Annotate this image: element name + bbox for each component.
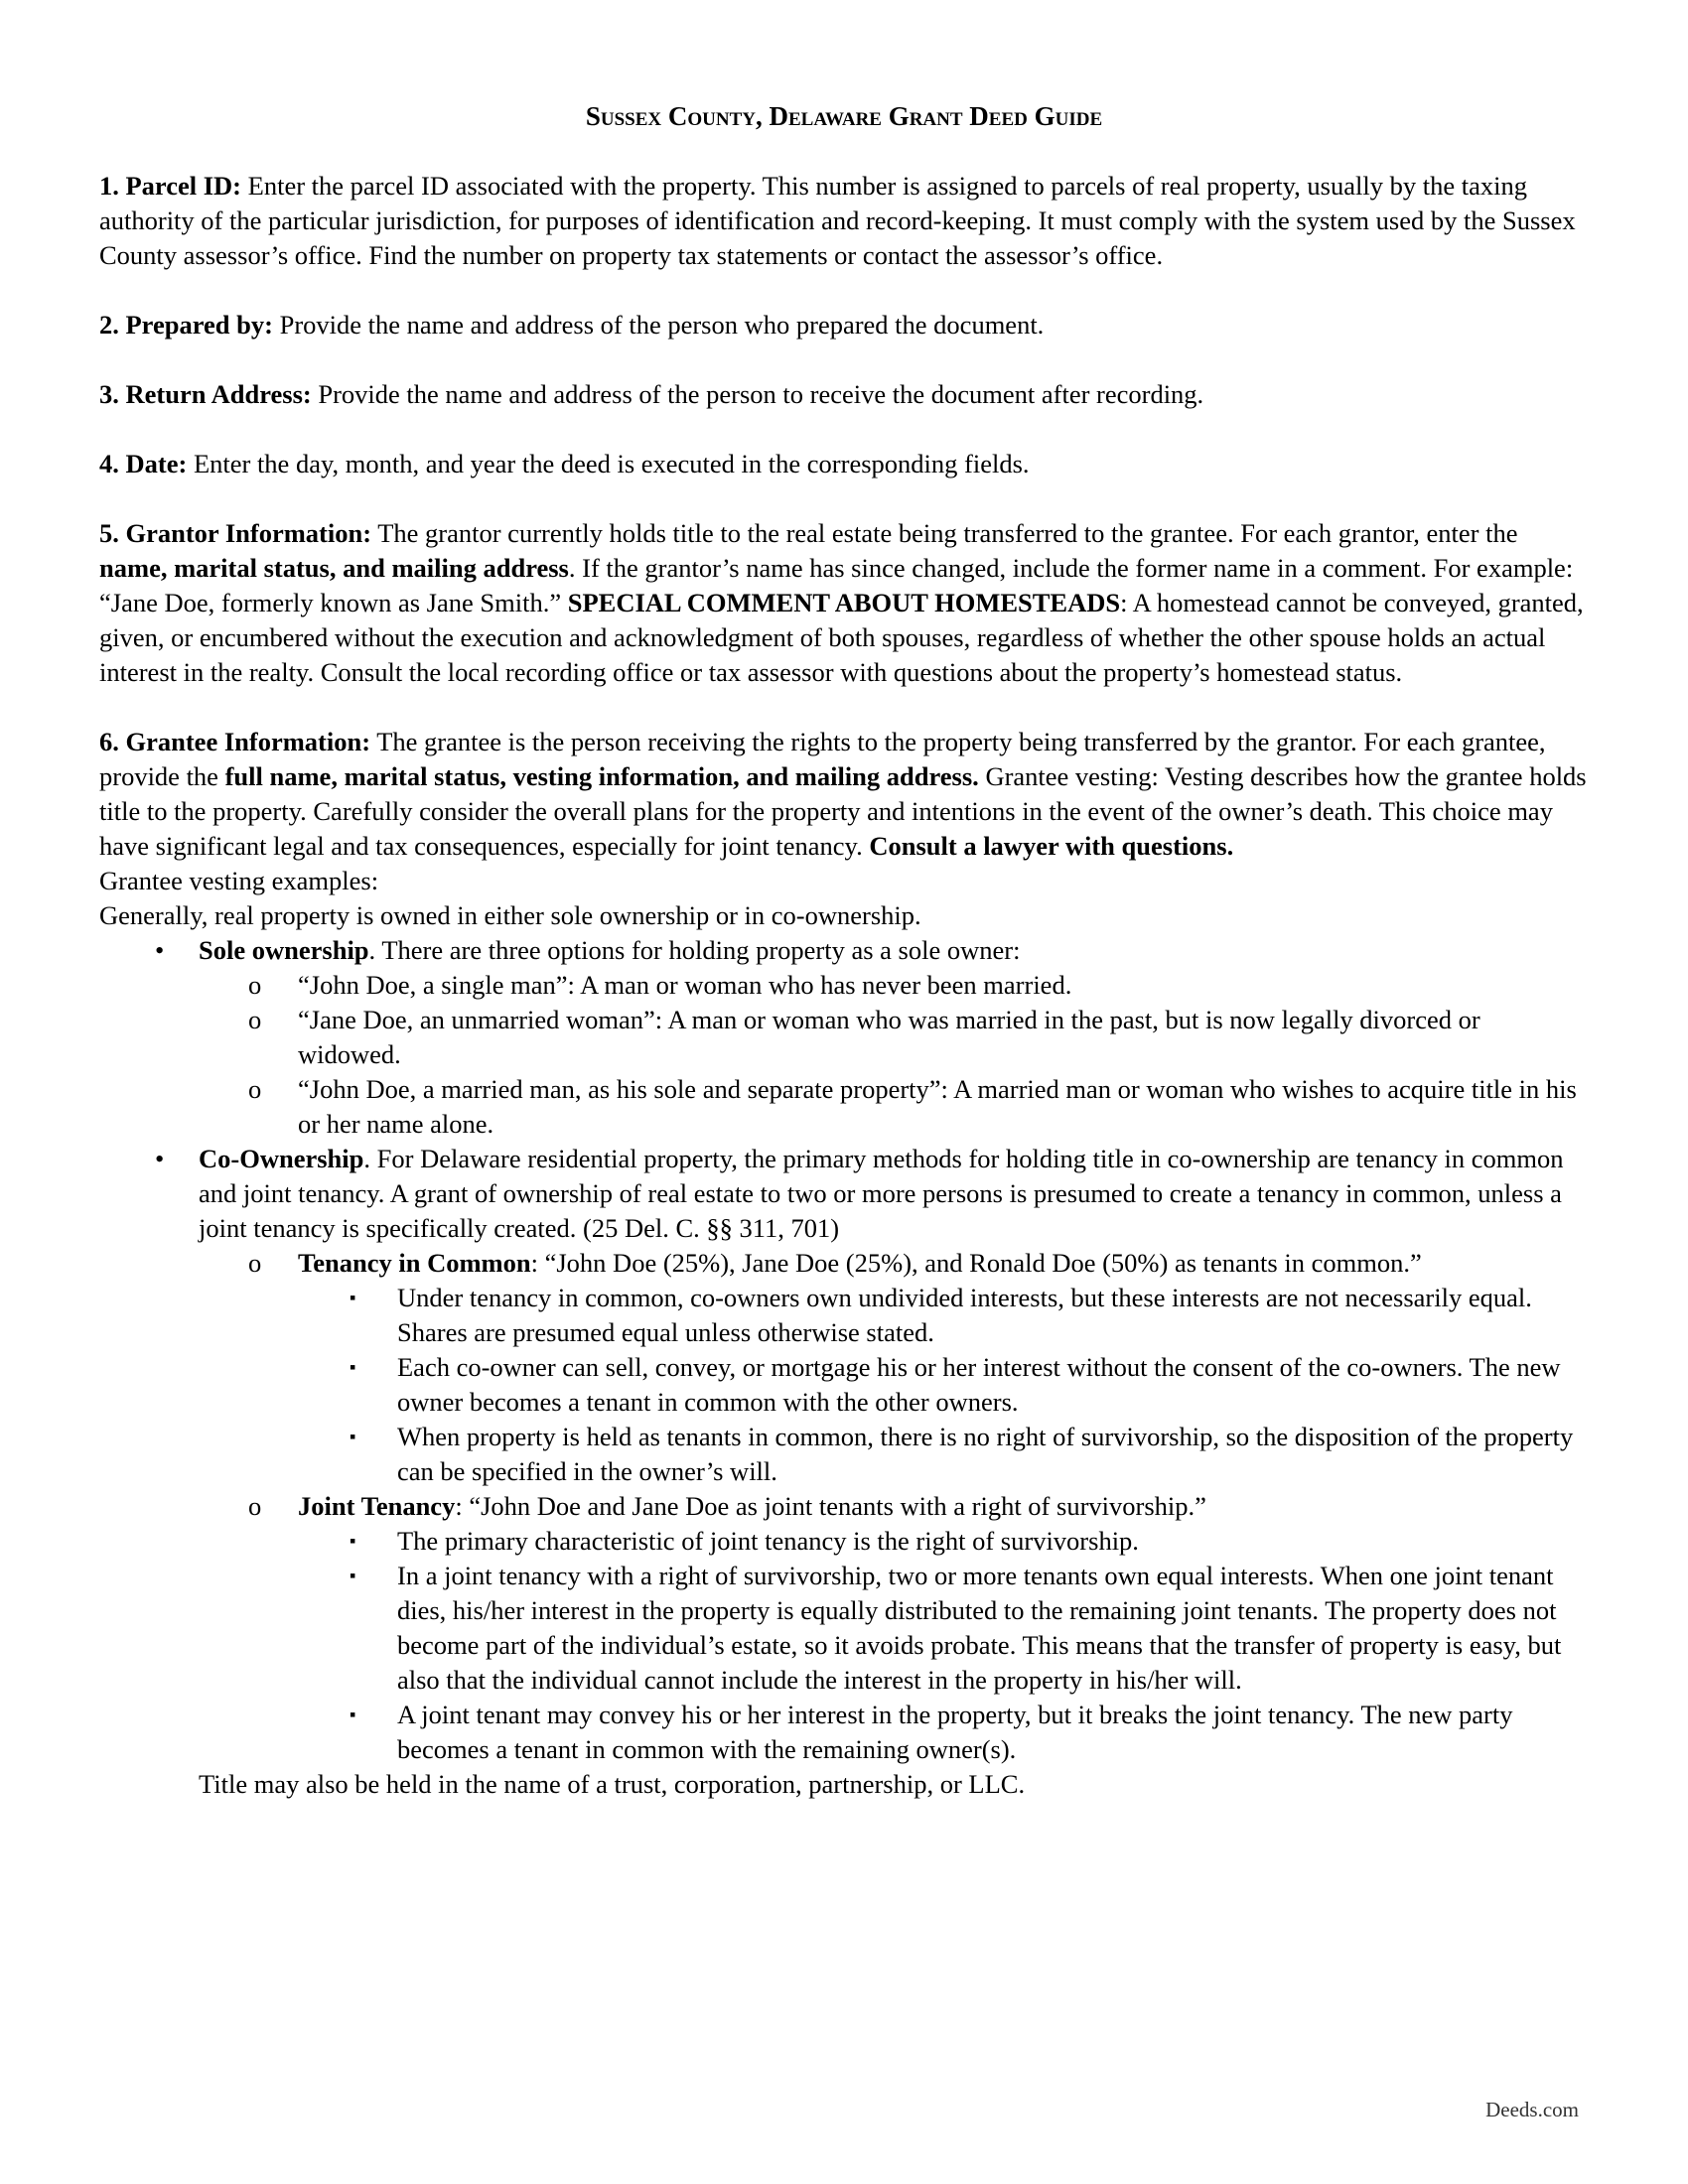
square-bullet-icon: ▪ xyxy=(350,1566,356,1585)
section-text: . If the grantor’s name has since changed, include the former name in a comment. For example: “Jane Doe, formerly known as Jane Smith.” xyxy=(99,553,1574,617)
list-item-label: Sole ownership xyxy=(199,935,369,965)
ownership-intro: Generally, real property is owned in either sole ownership or in co-ownership. xyxy=(99,900,921,930)
list-item-text: . There are three options for holding property as a sole owner: xyxy=(368,935,1021,965)
bullet-icon: • xyxy=(155,1144,165,1173)
list-item-text: . For Delaware residential property, the primary methods for holding title in co-ownership are tenancy in common and joint tenancy. A grant of ownership of real estate to two or more persons is presumed to create a tenancy in common, unless a joint tenancy is specifically created. (25 Del. C. §§ 311, 701) xyxy=(199,1144,1564,1243)
section-text: Provide the name and address of the person who prepared the document. xyxy=(272,310,1045,340)
list-item-text: : “John Doe and Jane Doe as joint tenants with a right of survivorship.” xyxy=(455,1491,1206,1521)
list-item xyxy=(99,1559,1589,1698)
list-item xyxy=(99,1524,1589,1559)
section-return-address xyxy=(99,377,1589,412)
square-bullet-icon: ▪ xyxy=(350,1357,356,1377)
list-item xyxy=(99,1072,1589,1142)
circle-bullet-icon: o xyxy=(248,970,262,1000)
grantee-vesting-examples-label: Grantee vesting examples: xyxy=(99,866,379,895)
list-item-label: Tenancy in Common xyxy=(298,1248,531,1278)
list-item-text: In a joint tenancy with a right of survivorship, two or more tenants own equal interests. When one joint tenant dies, his/her interest in the property is equally distributed to the remaining joint tenants. The property does not become part of the individual’s estate, so it avoids probate. This means that the transfer of property is easy, but also that the individual cannot include the interest in the property in his/her will. xyxy=(397,1561,1562,1695)
list-item-sole-ownership xyxy=(99,933,1589,968)
section-grantor-information xyxy=(99,516,1589,690)
section-text: Enter the parcel ID associated with the property. This number is assigned to parcels of real property, usually by the taxing authority of the particular jurisdiction, for purposes of identification and record-keeping. It must comply with the system used by the Sussex County assessor’s office. Find the number on property tax statements or contact the assessor’s office. xyxy=(99,171,1576,270)
page-title: Sussex County, Delaware Grant Deed Guide xyxy=(585,101,1103,131)
closing-note: Title may also be held in the name of a trust, corporation, partnership, or LLC. xyxy=(199,1769,1026,1799)
section-text: Enter the day, month, and year the deed is executed in the corresponding fields. xyxy=(187,449,1030,478)
list-item xyxy=(99,1698,1589,1767)
section-date xyxy=(99,447,1589,481)
footer-watermark: Deeds.com xyxy=(1485,2098,1579,2121)
section-grantee-information xyxy=(99,725,1589,864)
circle-bullet-icon: o xyxy=(248,1005,262,1034)
emphasis: Consult a lawyer with questions. xyxy=(869,831,1234,861)
section-prepared-by xyxy=(99,308,1589,342)
section-parcel-id xyxy=(99,169,1589,273)
section-label: 4. Date: xyxy=(99,449,188,478)
list-item-text: Under tenancy in common, co-owners own undivided interests, but these interests are not necessarily equal. Shares are presumed equal unless otherwise stated. xyxy=(397,1283,1532,1347)
emphasis: name, marital status, and mailing address xyxy=(99,553,569,583)
list-item-text: Each co-owner can sell, convey, or mortgage his or her interest without the consent of the co-owners. The new owner becomes a tenant in common with the other owners. xyxy=(397,1352,1561,1417)
list-item xyxy=(99,1420,1589,1489)
section-text: Provide the name and address of the person to receive the document after recording. xyxy=(311,379,1204,409)
circle-bullet-icon: o xyxy=(248,1074,262,1104)
list-item-text: When property is held as tenants in common, there is no right of survivorship, so the disposition of the property can be specified in the owner’s will. xyxy=(397,1422,1574,1486)
section-text: Grantee vesting: Vesting describes how the grantee holds title to the property. Carefully consider the overall plans for the property and intentions in the event of the owner’s death. This choice may have significant legal and tax consequences, especially for joint tenancy. xyxy=(99,761,1587,861)
list-item-text: A joint tenant may convey his or her interest in the property, but it breaks the joint tenancy. The new party becomes a tenant in common with the remaining owner(s). xyxy=(397,1700,1513,1764)
circle-bullet-icon: o xyxy=(248,1248,262,1278)
emphasis: SPECIAL COMMENT ABOUT HOMESTEADS xyxy=(567,588,1121,617)
list-item-label: Joint Tenancy xyxy=(298,1491,456,1521)
section-text: : A homestead cannot be conveyed, granted, given, or encumbered without the execution and acknowledgment of both spouses, regardless of whether the other spouse holds an actual interest in the realty. Consult the local recording office or tax assessor with questions about the property’s homestead status. xyxy=(99,588,1584,687)
section-text: The grantee is the person receiving the rights to the property being transferred by the grantor. For each grantee, provide the xyxy=(99,727,1546,791)
square-bullet-icon: ▪ xyxy=(350,1427,356,1446)
list-item-joint-tenancy xyxy=(99,1489,1589,1524)
section-label: 2. Prepared by: xyxy=(99,310,273,340)
document-page xyxy=(99,99,1589,2085)
section-text: The grantor currently holds title to the real estate being transferred to the grantee. For each grantor, enter the xyxy=(371,518,1518,548)
list-item-tenancy-in-common xyxy=(99,1246,1589,1281)
square-bullet-icon: ▪ xyxy=(350,1705,356,1724)
square-bullet-icon: ▪ xyxy=(350,1531,356,1551)
list-item-text: “Jane Doe, an unmarried woman”: A man or woman who was married in the past, but is now legally divorced or widowed. xyxy=(298,1005,1480,1069)
section-label: 5. Grantor Information: xyxy=(99,518,372,548)
circle-bullet-icon: o xyxy=(248,1491,262,1521)
list-item-text: “John Doe, a married man, as his sole and separate property”: A married man or woman who wishes to acquire title in his or her name alone. xyxy=(298,1074,1577,1139)
list-item-text: The primary characteristic of joint tenancy is the right of survivorship. xyxy=(397,1526,1139,1556)
bullet-icon: • xyxy=(155,935,165,965)
section-label: 3. Return Address: xyxy=(99,379,312,409)
list-item-label: Co-Ownership xyxy=(199,1144,364,1173)
section-label: 1. Parcel ID: xyxy=(99,171,242,201)
section-label: 6. Grantee Information: xyxy=(99,727,371,756)
emphasis: full name, marital status, vesting information, and mailing address. xyxy=(224,761,979,791)
list-item-text: : “John Doe (25%), Jane Doe (25%), and Ronald Doe (50%) as tenants in common.” xyxy=(530,1248,1422,1278)
list-item xyxy=(99,1350,1589,1420)
list-item-co-ownership xyxy=(99,1142,1589,1246)
square-bullet-icon: ▪ xyxy=(350,1288,356,1307)
list-item-text: “John Doe, a single man”: A man or woman who has never been married. xyxy=(298,970,1072,1000)
list-item xyxy=(99,968,1589,1003)
list-item xyxy=(99,1281,1589,1350)
list-item xyxy=(99,1003,1589,1072)
